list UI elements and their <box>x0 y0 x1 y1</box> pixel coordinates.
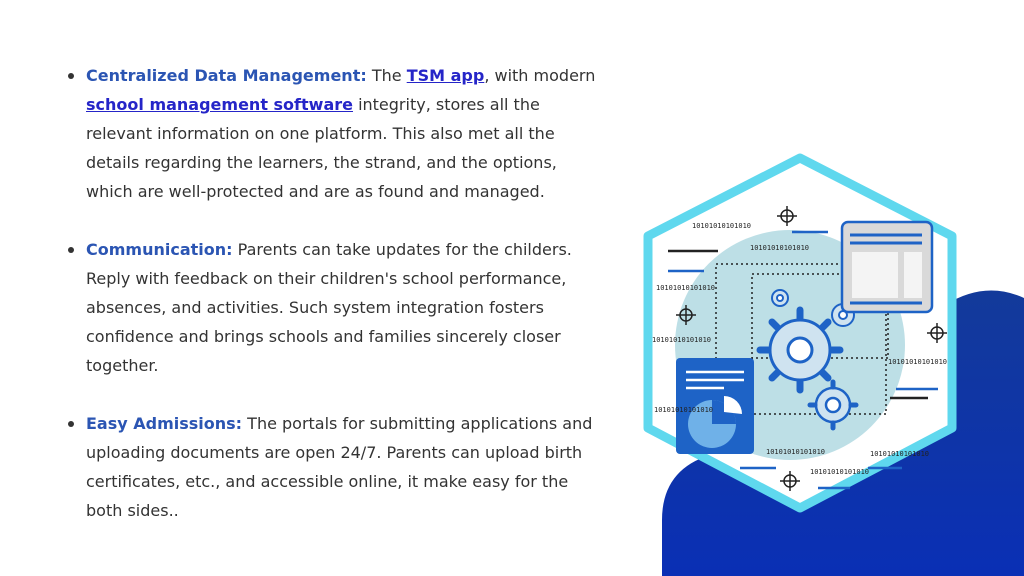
binary-text: 10101010101010 <box>692 222 752 230</box>
binary-text: 10101010101010 <box>652 336 712 344</box>
item-text: Parents can take updates for the childers. Reply with feedback on their children's school performance, absences, and activities. Such system integration fosters confidence and brings schools and families sincerely closer together. <box>86 240 572 375</box>
item-text: integrity, stores all the relevant information on one platform. This also met all the details regarding the learners, the strand, and the options, which are well-protected and are as found and managed. <box>86 95 557 201</box>
list-item-easy-admissions <box>68 409 608 525</box>
item-text: The portals for submitting applications and uploading documents are open 24/7. Parents can upload birth certificates, etc., and accessible online, it make easy for the both sides.. <box>86 414 593 520</box>
binary-text: 10101010101010 <box>656 284 716 292</box>
browser-window-icon <box>842 222 932 312</box>
gear-icon-large <box>760 310 840 390</box>
bullet-icon <box>68 247 74 253</box>
binary-text: 10101010101010 <box>870 450 930 458</box>
binary-text: 10101010101010 <box>888 358 948 366</box>
item-heading: Centralized Data Management: <box>86 66 367 85</box>
feature-list <box>68 61 608 525</box>
binary-text: 10101010101010 <box>766 448 826 456</box>
item-heading: Easy Admissions: <box>86 414 243 433</box>
binary-text: 10101010101010 <box>750 244 810 252</box>
binary-text: 10101010101010 <box>810 468 870 476</box>
bullet-icon <box>68 421 74 427</box>
binary-text: 10101010101010 <box>654 406 714 414</box>
item-text: The <box>366 66 407 85</box>
list-item-communication <box>68 235 608 380</box>
list-item-data-management <box>68 61 608 206</box>
bullet-icon <box>68 73 74 79</box>
school-management-software-link[interactable]: school management software <box>86 95 353 114</box>
tsm-app-link[interactable]: TSM app <box>406 66 485 85</box>
item-text: , with modern <box>484 66 596 85</box>
item-heading: Communication: <box>86 240 233 259</box>
